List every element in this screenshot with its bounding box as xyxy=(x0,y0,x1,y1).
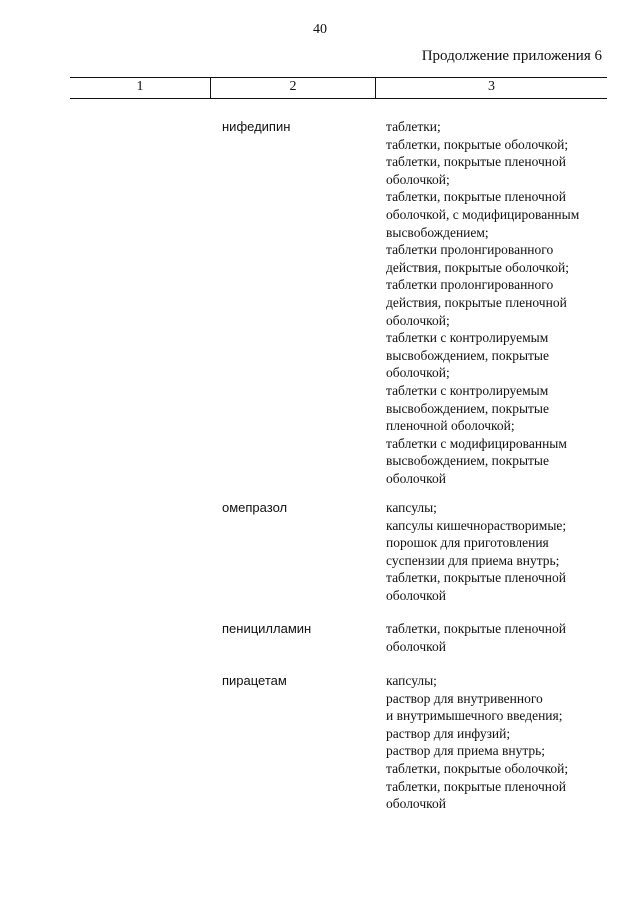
dosage-form-line: и внутримышечного введения; xyxy=(386,708,563,724)
drug-name: омепразол xyxy=(222,500,288,515)
dosage-form-line: высвобождением, покрытые xyxy=(386,400,549,416)
dosage-form-line: капсулы кишечнорастворимые; xyxy=(386,517,567,533)
dosage-form-line: раствор для приема внутрь; xyxy=(386,743,546,759)
page-number: 40 xyxy=(313,22,327,37)
table-header xyxy=(70,77,607,99)
dosage-form-line: высвобождением; xyxy=(386,224,489,240)
dosage-form-line: таблетки, покрытые пленочной xyxy=(386,189,567,205)
dosage-form-line: таблетки, покрытые пленочной xyxy=(386,154,567,170)
dosage-form-line: таблетки, покрытые пленочной xyxy=(386,621,567,636)
column-2-header: 2 xyxy=(211,78,376,98)
dosage-form-line: раствор для инфузий; xyxy=(386,725,511,741)
dosage-forms xyxy=(386,499,626,605)
drug-name: нифедипин xyxy=(222,119,291,134)
dosage-form-line: высвобождением, покрытые xyxy=(386,347,549,363)
dosage-form-line: таблетки, покрытые пленочной xyxy=(386,778,567,794)
dosage-form-line: капсулы; xyxy=(386,673,437,688)
continuation-label: Продолжение приложения 6 xyxy=(421,48,602,64)
dosage-form-line: оболочкой xyxy=(386,587,446,603)
dosage-form-line: раствор для внутривенного xyxy=(386,690,543,706)
drug-name: пеницилламин xyxy=(222,621,312,636)
dosage-form-line: порошок для приготовления xyxy=(386,535,549,551)
dosage-form-line: таблетки пролонгированного xyxy=(386,277,554,293)
dosage-form-line: оболочкой xyxy=(386,796,446,812)
dosage-form-line: оболочкой xyxy=(386,638,446,654)
dosage-form-line: таблетки, покрытые оболочкой; xyxy=(386,760,569,776)
dosage-form-line: действия, покрытые оболочкой; xyxy=(386,259,569,275)
dosage-form-line: оболочкой; xyxy=(386,312,450,328)
dosage-forms xyxy=(386,672,626,813)
dosage-form-line: оболочкой xyxy=(386,470,446,486)
dosage-form-line: оболочкой, с модифицированным xyxy=(386,206,580,222)
dosage-form-line: оболочкой; xyxy=(386,365,450,381)
dosage-form-line: таблетки с контролируемым xyxy=(386,330,549,346)
dosage-form-line: пленочной оболочкой; xyxy=(386,418,515,434)
dosage-form-line: высвобождением, покрытые xyxy=(386,453,549,469)
dosage-form-line: таблетки с модифицированным xyxy=(386,435,567,451)
dosage-forms xyxy=(386,118,626,487)
column-1-header: 1 xyxy=(70,78,211,98)
dosage-form-line: таблетки с контролируемым xyxy=(386,382,549,398)
drug-name: пирацетам xyxy=(222,673,287,688)
dosage-form-line: суспензии для приема внутрь; xyxy=(386,552,560,568)
dosage-form-line: таблетки, покрытые оболочкой; xyxy=(386,136,569,152)
dosage-form-line: действия, покрытые пленочной xyxy=(386,294,567,310)
dosage-form-line: оболочкой; xyxy=(386,171,450,187)
dosage-form-line: таблетки пролонгированного xyxy=(386,242,554,258)
column-3-header: 3 xyxy=(488,79,495,94)
dosage-form-line: таблетки; xyxy=(386,119,441,134)
dosage-form-line: таблетки, покрытые пленочной xyxy=(386,570,567,586)
dosage-form-line: капсулы; xyxy=(386,500,437,515)
dosage-forms xyxy=(386,620,626,655)
